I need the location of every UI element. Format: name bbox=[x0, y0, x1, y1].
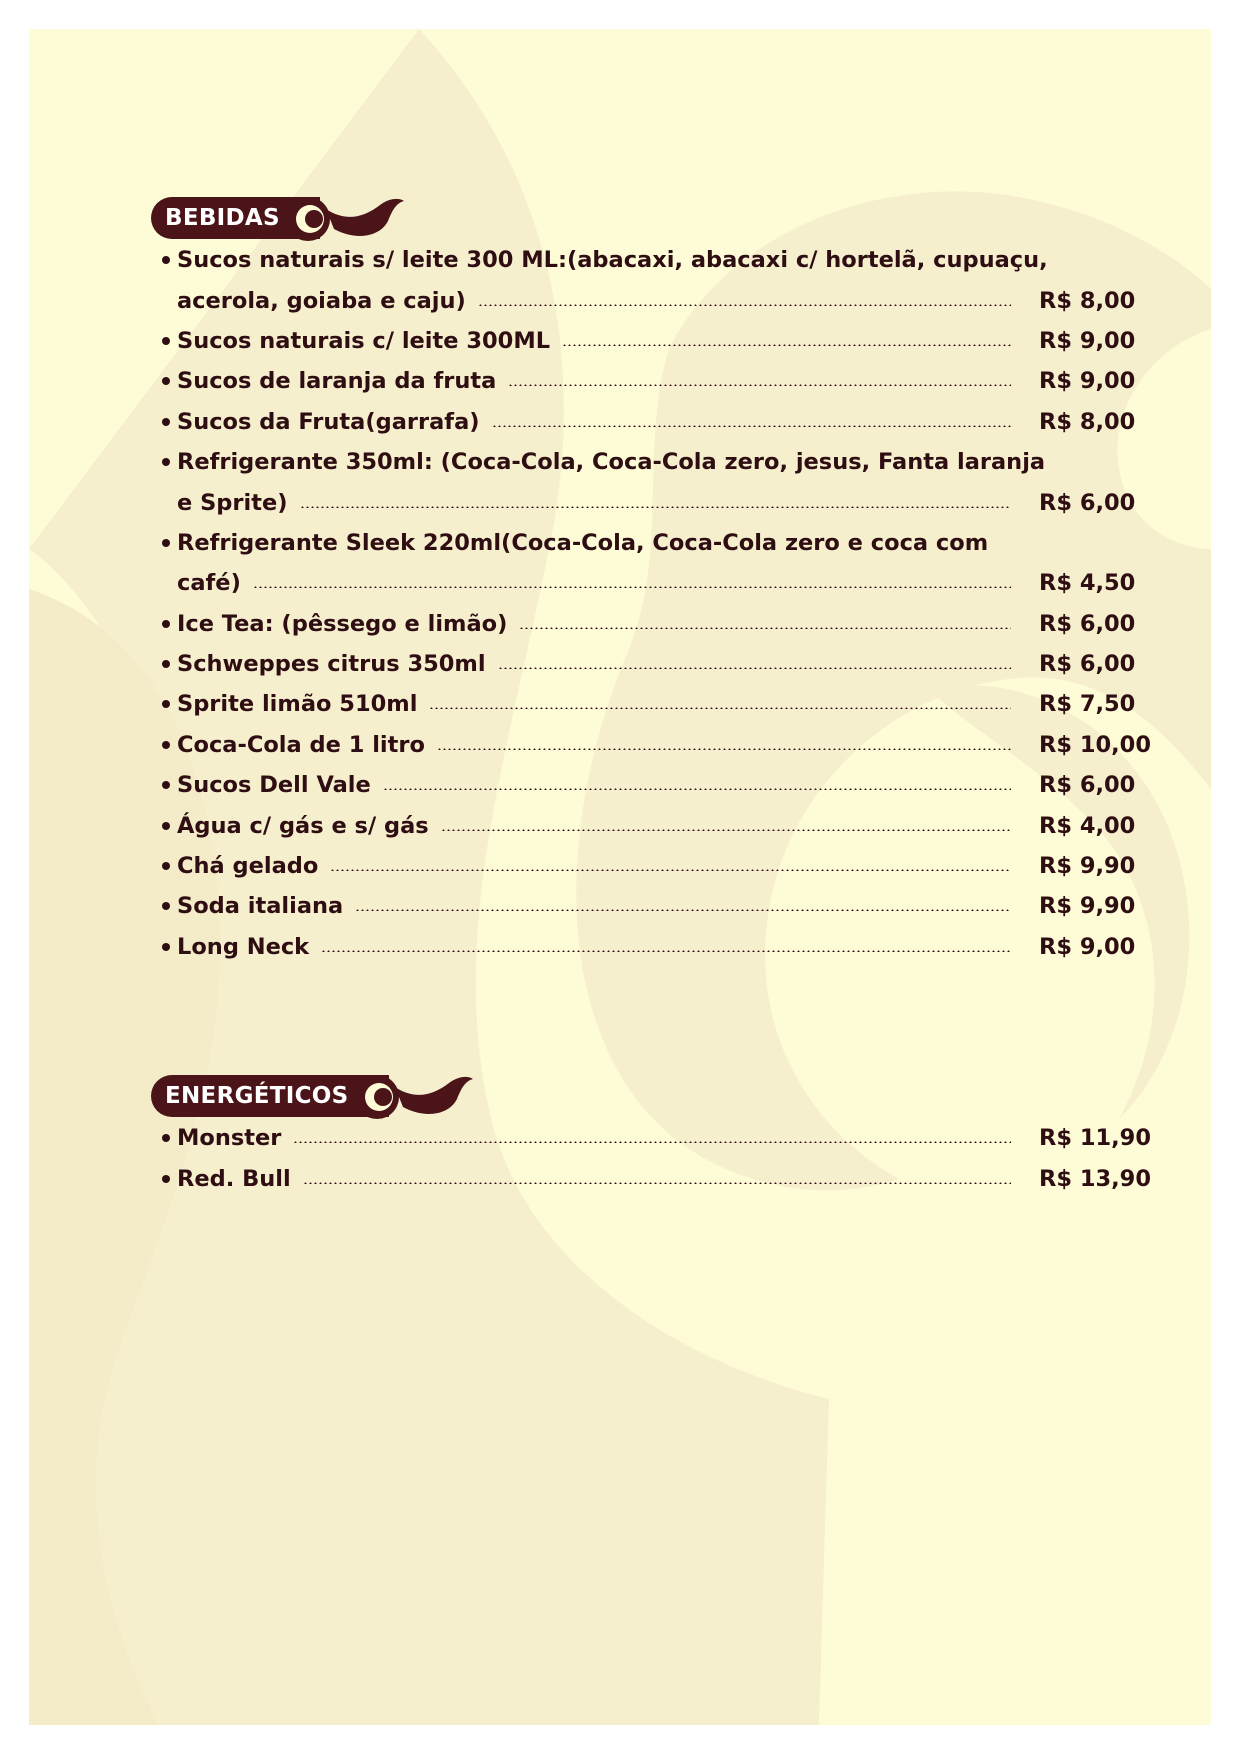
menu-item bbox=[159, 361, 1149, 401]
menu-item-price: R$ 10,00 bbox=[1039, 731, 1151, 758]
menu-item bbox=[159, 846, 1149, 886]
menu-item bbox=[159, 927, 1149, 967]
menu-item-line bbox=[159, 604, 1149, 644]
section-title: ENERGÉTICOS bbox=[151, 1075, 389, 1117]
menu-item-name: café) bbox=[177, 570, 241, 597]
menu-item-name: Sucos naturais c/ leite 300ML bbox=[177, 327, 551, 354]
dot-leader bbox=[303, 1182, 1011, 1184]
menu-item-line bbox=[159, 846, 1149, 886]
dot-leader bbox=[355, 909, 1011, 911]
menu-item bbox=[159, 604, 1149, 644]
menu-item-line bbox=[159, 321, 1149, 361]
menu-page bbox=[29, 29, 1211, 1725]
menu-item-name: Sucos naturais s/ leite 300 ML:(abacaxi, abacaxi c/ hortelã, cupuaçu, bbox=[177, 247, 1048, 274]
menu-item bbox=[159, 765, 1149, 805]
menu-item-name: Soda italiana bbox=[177, 893, 344, 920]
menu-item-price: R$ 4,50 bbox=[1039, 570, 1136, 597]
menu-item-name: Refrigerante Sleek 220ml(Coca-Cola, Coca-Cola zero e coca com bbox=[177, 529, 989, 556]
bullet-icon bbox=[162, 902, 170, 910]
menu-item-line bbox=[159, 280, 1149, 320]
menu-item bbox=[159, 886, 1149, 926]
menu-item-name: Sucos Dell Vale bbox=[177, 772, 371, 799]
dot-leader bbox=[498, 667, 1011, 669]
menu-item-line bbox=[159, 523, 1149, 563]
menu-item-price: R$ 6,00 bbox=[1039, 651, 1136, 678]
menu-item bbox=[159, 725, 1149, 765]
dot-leader bbox=[478, 304, 1011, 306]
menu-item-line bbox=[159, 684, 1149, 724]
dot-leader bbox=[429, 707, 1011, 709]
menu-item-name: Ice Tea: (pêssego e limão) bbox=[177, 610, 508, 637]
menu-item bbox=[159, 1158, 1149, 1198]
menu-item-price: R$ 9,00 bbox=[1039, 933, 1136, 960]
dot-leader bbox=[330, 869, 1011, 871]
menu-item-price: R$ 4,00 bbox=[1039, 812, 1136, 839]
menu-item bbox=[159, 684, 1149, 724]
menu-item-price: R$ 13,90 bbox=[1039, 1165, 1151, 1192]
bullet-icon bbox=[162, 539, 170, 547]
section-header-energeticos bbox=[151, 1075, 473, 1117]
menu-item-line bbox=[159, 402, 1149, 442]
menu-item-price: R$ 8,00 bbox=[1039, 408, 1136, 435]
dot-leader bbox=[562, 344, 1011, 346]
menu-item bbox=[159, 523, 1149, 604]
menu-list-energeticos bbox=[159, 1118, 1149, 1199]
bullet-icon bbox=[162, 660, 170, 668]
menu-item-line bbox=[159, 725, 1149, 765]
section-title: BEBIDAS bbox=[151, 197, 320, 239]
dot-leader bbox=[383, 788, 1011, 790]
menu-item-name: Chá gelado bbox=[177, 853, 319, 880]
menu-item-price: R$ 8,00 bbox=[1039, 287, 1136, 314]
bullet-icon bbox=[162, 943, 170, 951]
menu-item-line bbox=[159, 482, 1149, 522]
menu-item-price: R$ 9,00 bbox=[1039, 368, 1136, 395]
menu-item-price: R$ 9,00 bbox=[1039, 327, 1136, 354]
menu-item-name: Sucos de laranja da fruta bbox=[177, 368, 497, 395]
dot-leader bbox=[519, 627, 1011, 629]
dot-leader bbox=[321, 950, 1011, 952]
swirl-ornament-icon bbox=[353, 1073, 473, 1121]
menu-item bbox=[159, 240, 1149, 321]
menu-item-name: Long Neck bbox=[177, 933, 310, 960]
bullet-icon bbox=[162, 418, 170, 426]
bullet-icon bbox=[162, 458, 170, 466]
section-header-bebidas bbox=[151, 197, 404, 239]
bullet-icon bbox=[162, 862, 170, 870]
menu-item-price: R$ 11,90 bbox=[1039, 1125, 1151, 1152]
menu-item-name: Monster bbox=[177, 1125, 282, 1152]
bullet-icon bbox=[162, 1134, 170, 1142]
menu-item-line bbox=[159, 765, 1149, 805]
swirl-ornament-icon bbox=[284, 195, 404, 243]
menu-item-price: R$ 6,00 bbox=[1039, 610, 1136, 637]
menu-item-name: Refrigerante 350ml: (Coca-Cola, Coca-Cola zero, jesus, Fanta laranja bbox=[177, 449, 1046, 476]
bullet-icon bbox=[162, 1175, 170, 1183]
dot-leader bbox=[508, 384, 1011, 386]
dot-leader bbox=[492, 425, 1011, 427]
menu-item-line bbox=[159, 805, 1149, 845]
dot-leader bbox=[300, 506, 1011, 508]
menu-item-line bbox=[159, 886, 1149, 926]
menu-item-price: R$ 7,50 bbox=[1039, 691, 1136, 718]
menu-item-line bbox=[159, 563, 1149, 603]
menu-item-price: R$ 9,90 bbox=[1039, 893, 1136, 920]
menu-list-bebidas bbox=[159, 240, 1149, 967]
dot-leader bbox=[437, 748, 1011, 750]
menu-item bbox=[159, 442, 1149, 523]
menu-item-line bbox=[159, 1118, 1149, 1158]
menu-item-line bbox=[159, 927, 1149, 967]
bullet-icon bbox=[162, 822, 170, 830]
menu-item-line bbox=[159, 442, 1149, 482]
menu-item-name: Coca-Cola de 1 litro bbox=[177, 731, 425, 758]
bullet-icon bbox=[162, 377, 170, 385]
menu-item bbox=[159, 1118, 1149, 1158]
bullet-icon bbox=[162, 741, 170, 749]
menu-item-name: Sprite limão 510ml bbox=[177, 691, 418, 718]
menu-item-name: e Sprite) bbox=[177, 489, 288, 516]
menu-item-name: acerola, goiaba e caju) bbox=[177, 287, 466, 314]
dot-leader bbox=[441, 829, 1011, 831]
menu-item-price: R$ 6,00 bbox=[1039, 772, 1136, 799]
menu-item-price: R$ 6,00 bbox=[1039, 489, 1136, 516]
menu-item-name: Água c/ gás e s/ gás bbox=[177, 812, 429, 839]
menu-item-name: Schweppes citrus 350ml bbox=[177, 651, 486, 678]
bullet-icon bbox=[162, 620, 170, 628]
menu-item-line bbox=[159, 644, 1149, 684]
menu-item-line bbox=[159, 1158, 1149, 1198]
menu-item-line bbox=[159, 240, 1149, 280]
menu-item bbox=[159, 644, 1149, 684]
dot-leader bbox=[253, 586, 1011, 588]
menu-item-name: Red. Bull bbox=[177, 1165, 291, 1192]
menu-item bbox=[159, 402, 1149, 442]
dot-leader bbox=[293, 1141, 1011, 1143]
bullet-icon bbox=[162, 337, 170, 345]
menu-item-line bbox=[159, 361, 1149, 401]
menu-item-name: Sucos da Fruta(garrafa) bbox=[177, 408, 480, 435]
menu-item-price: R$ 9,90 bbox=[1039, 853, 1136, 880]
bullet-icon bbox=[162, 700, 170, 708]
bullet-icon bbox=[162, 256, 170, 264]
menu-item bbox=[159, 805, 1149, 845]
bullet-icon bbox=[162, 781, 170, 789]
menu-item bbox=[159, 321, 1149, 361]
